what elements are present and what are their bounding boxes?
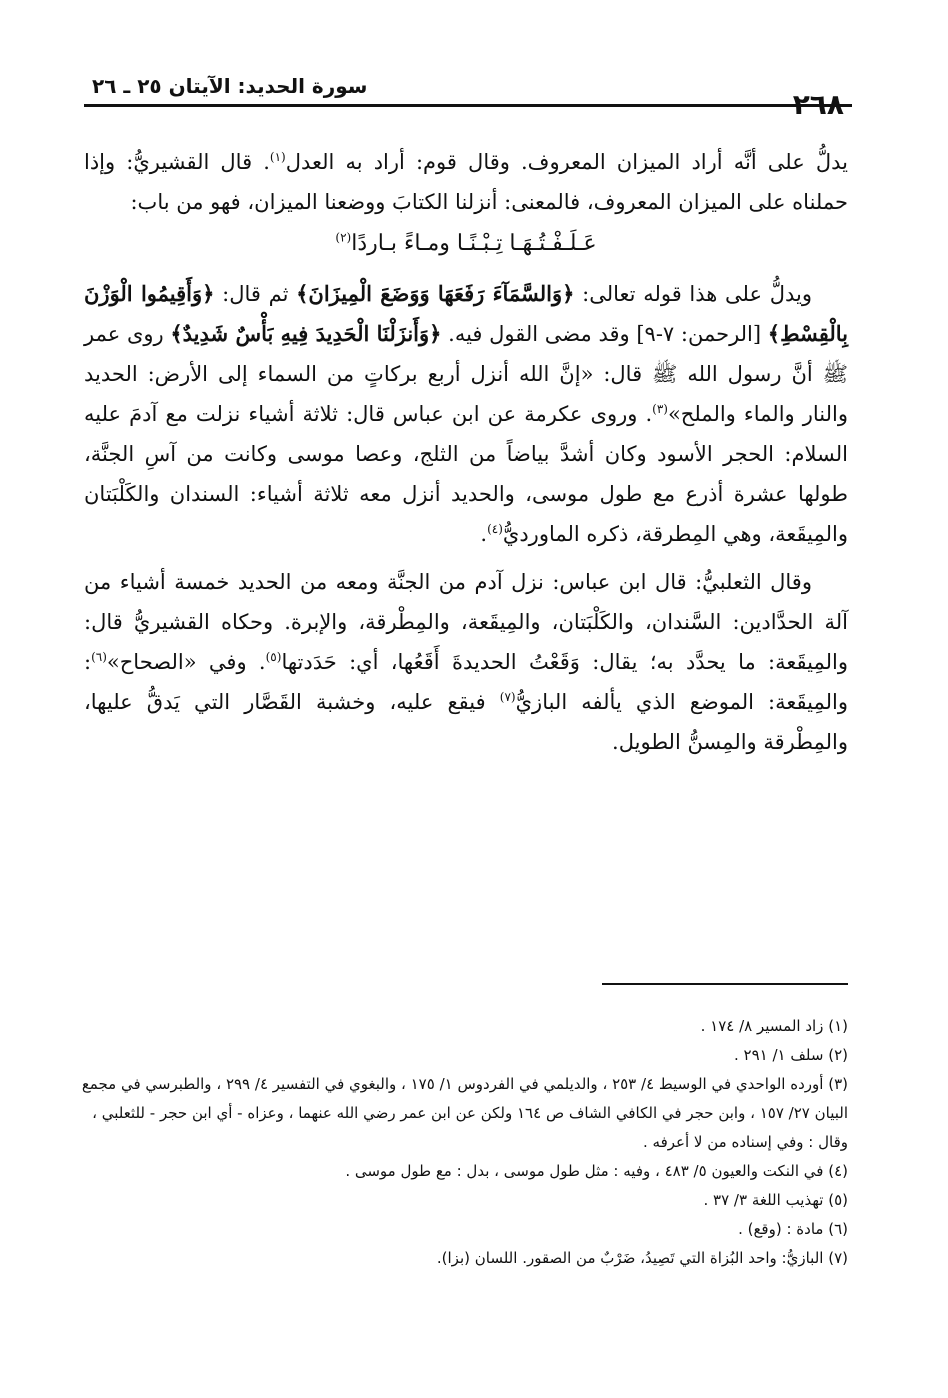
footnote-number: (٣) [828, 1075, 848, 1093]
footnote-number: (٤) [828, 1162, 848, 1180]
footnote-rule [602, 983, 848, 985]
footnote-text: سلف ١/ ٢٩١ . [733, 1046, 824, 1064]
footnote-number: (٥) [828, 1191, 848, 1209]
paragraph-2-text-c: [الرحمن: ٧-٩] وقد مضى القول فيه. [441, 322, 768, 346]
footnote-ref-2: (٢) [335, 230, 352, 245]
page-number: ٢٦٨ [792, 88, 844, 121]
footnote-text: تهذيب اللغة ٣/ ٣٧ . [703, 1191, 824, 1209]
footnote-number: (١) [828, 1017, 848, 1035]
quran-quote-2: ﴿وَأَقِيمُوا الْوَزْنَ بِالْقِسْطِ﴾ [84, 281, 849, 346]
footnote-ref-7: (٧) [499, 690, 516, 704]
paragraph-1 [84, 142, 848, 222]
paragraph-2-text-d: روى عمر ﷺ أنَّ رسول الله ﷺ قال: «إنَّ الله أنزل أربع بركاتٍ من السماء إلى الأرض: الحديد والنار والماء والملح» [84, 322, 849, 426]
paragraph-2-text-f: . [480, 522, 488, 546]
footnote-ref-3: (٣) [652, 402, 668, 416]
footnotes [70, 1012, 848, 1273]
footnote-text: مادة : (وقع) . [738, 1220, 824, 1238]
paragraph-2 [84, 274, 848, 554]
footnote-number: (٢) [828, 1046, 848, 1064]
paragraph-1-text-a: يدلُّ على أنَّه أراد الميزان المعروف. وقال قوم: أراد به العدل [285, 150, 849, 174]
paragraph-3-text-a: وقال الثعلبيُّ: قال ابن عباس: نزل آدم من الجنَّة ومعه من الحديد خمسة أشياء من آلة الحدَّادين: السَّندان، والكَلْبَتان، والمِيقَعة، والمِطْرقة، والإبرة. وحكاه القشيريُّ قال: والمِيقَعة: ما يحدَّد به؛ يقال: وَقَعْتُ الحديدةَ أَقَعُها، أي: حَدَدتها [84, 570, 848, 674]
footnote-7 [70, 1244, 848, 1273]
footnote-6 [70, 1215, 848, 1244]
poetry-verse-text: عَـلَـفْـتُـهَـا تِـبْـنًـا ومـاءً بـاردًا [351, 231, 597, 256]
paragraph-1-text-b: . قال القشيريُّ: وإذا حملناه على الميزان المعروف، فالمعنى: أنزلنا الكتابَ ووضعنا الميزان، فهو من باب: [84, 150, 848, 214]
footnote-number: (٦) [828, 1220, 848, 1238]
footnote-2 [70, 1041, 848, 1070]
footnote-ref-4: (٤) [487, 522, 503, 536]
footnote-number: (٧) [828, 1249, 848, 1267]
footnote-text: البازيُّ: واحد البُزاة التي تَصِيدُ، ضَرْبٌ من الصقور. اللسان (بزا). [436, 1249, 824, 1267]
paragraph-2-text-b: ثم قال: [214, 282, 297, 306]
footnote-ref-5: (٥) [265, 650, 282, 664]
paragraph-3 [84, 562, 848, 762]
header-rule [84, 104, 852, 107]
footnote-1 [70, 1012, 848, 1041]
footnote-ref-1: (١) [269, 150, 286, 164]
quran-quote-1: ﴿وَالسَّمَآءَ رَفَعَهَا وَوَضَعَ الْمِيزَانَ﴾ [296, 281, 575, 306]
paragraph-2-text-e: . وروى عكرمة عن ابن عباس قال: ثلاثة أشياء نزلت مع آدمَ عليه السلام: الحجر الأسود وكان أشدَّ بياضاً من الثلج، وعصا موسى وكانت من آسِ الجنَّة، طولها عشرة أذرع مع طول موسى، والحديد أنزل معه ثلاثة أشياء: السندان والكَلْبَتان والمِيقَعة، وهي المِطرقة، ذكره الماورديُّ [84, 402, 848, 546]
running-head: سورة الحديد: الآيتان ٢٥ ـ ٢٦ [92, 74, 368, 98]
footnote-text: أورده الواحدي في الوسيط ٤/ ٢٥٣ ، والديلمي في الفردوس ١/ ١٧٥ ، والبغوي في التفسير ٤/ ٢٩٩ ، والطبرسي في مجمع البيان ٢٧/ ١٥٧ ، وابن حجر في الكافي الشاف ص ١٦٤ ولكن عن ابن عمر رضي الله عنهما ، وعزاه - أي ابن حجر - للثعلبي ، وقال : وفي إسناده من لا أعرفه . [81, 1075, 848, 1151]
footnote-3 [70, 1070, 848, 1157]
footnote-text: في النكت والعيون ٥/ ٤٨٣ ، وفيه : مثل طول موسى ، بدل : مع طول موسى . [345, 1162, 824, 1180]
footnote-4 [70, 1157, 848, 1186]
footnote-ref-6: (٦) [91, 650, 107, 664]
paragraph-3-text-c: : والمِيقَعة: الموضع الذي يألفه البازيُّ [84, 650, 848, 714]
quran-quote-3: ﴿وَأَنزَلْنَا الْحَدِيدَ فِيهِ بَأْسٌ شَدِيدٌ﴾ [170, 321, 442, 346]
paragraph-2-text-a: ويدلُّ على هذا قوله تعالى: [574, 282, 812, 306]
paragraph-3-text-b: . وفي «الصحاح» [106, 650, 266, 674]
footnote-text: زاد المسير ٨/ ١٧٤ . [700, 1017, 824, 1035]
footnote-5 [70, 1186, 848, 1215]
poetry-verse [84, 224, 848, 264]
paragraph-3-text-d: فيقع عليه، وخشبة القَصَّار التي يَدقُّ عليها، والمِطْرقة والمِسنُّ الطويل. [84, 690, 848, 754]
main-text [84, 142, 848, 762]
